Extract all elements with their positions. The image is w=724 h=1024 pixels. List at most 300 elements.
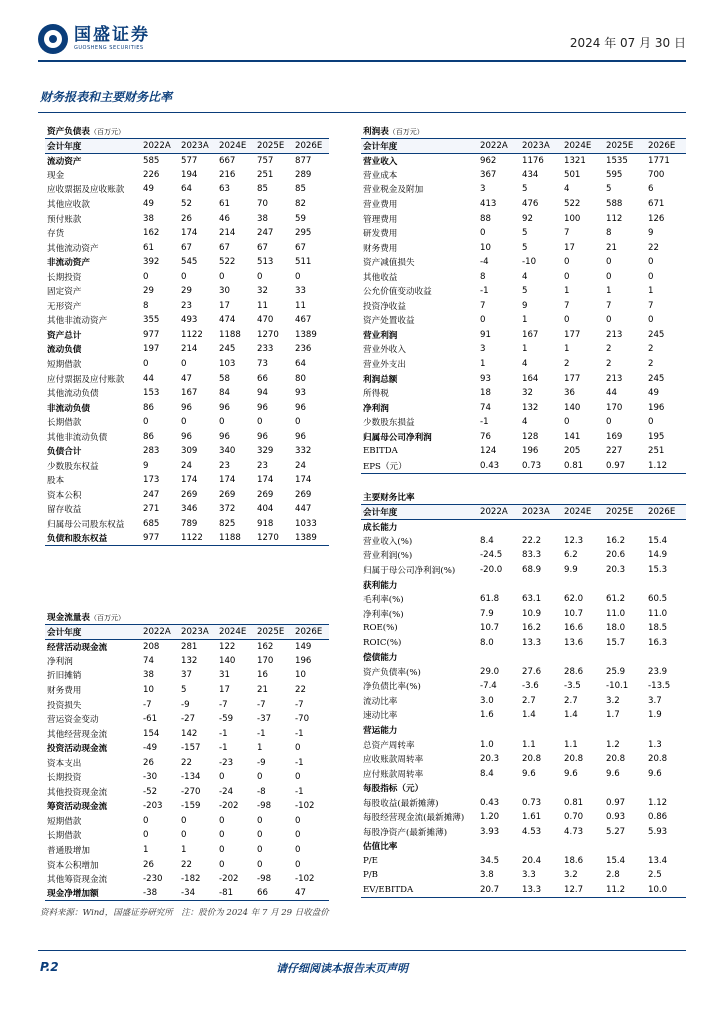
table-cell: 83.3 xyxy=(522,550,542,561)
row-label: 其他流动资产 xyxy=(47,243,99,254)
table-cell: 1.12 xyxy=(648,797,668,808)
table-cell: -1 xyxy=(295,757,304,768)
table-cell: 1.6 xyxy=(480,710,494,721)
income-header-row xyxy=(361,139,686,154)
table-cell: 0 xyxy=(257,859,263,870)
table-cell: 0 xyxy=(181,417,187,428)
table-cell: 13.6 xyxy=(564,637,584,648)
table-cell xyxy=(518,650,560,665)
table-cell: -102 xyxy=(295,874,315,885)
table-cell: -38 xyxy=(139,886,177,901)
table-cell: 8.4 xyxy=(480,768,494,779)
table-row xyxy=(361,810,686,825)
table-cell: 10.7 xyxy=(480,623,500,634)
row-label: 财务费用 xyxy=(47,686,82,696)
table-row xyxy=(45,269,329,284)
table-row xyxy=(361,357,686,372)
table-cell: -30 xyxy=(143,772,158,783)
table-cell: -27 xyxy=(181,714,196,725)
table-cell xyxy=(602,839,644,854)
table-cell: 5 xyxy=(181,685,187,695)
section-title: 财务报表和主要财务比率 xyxy=(40,90,173,104)
table-cell: 44 xyxy=(143,373,154,384)
row-label: EV/EBITDA xyxy=(361,883,476,898)
table-cell xyxy=(602,577,644,592)
table-cell: 2 xyxy=(606,359,612,370)
row-label: 预付账款 xyxy=(47,214,82,225)
table-cell: 0 xyxy=(295,859,301,870)
column-header: 会计年度 xyxy=(361,505,476,520)
table-cell: 0 xyxy=(480,315,486,326)
row-label: 估值比率 xyxy=(363,842,398,853)
table-row xyxy=(45,182,329,197)
cashflow-title-cell xyxy=(45,610,329,625)
table-cell: -202 xyxy=(219,801,239,812)
table-cell: 0 xyxy=(143,271,149,282)
table-cell: 1321 xyxy=(564,155,586,166)
table-cell: 0 xyxy=(295,743,301,754)
table-cell: 8.4 xyxy=(480,535,494,546)
table-row xyxy=(45,654,329,669)
cash-flow-table xyxy=(45,610,329,901)
table-cell: 22 xyxy=(295,685,306,695)
table-cell: 0 xyxy=(295,772,301,783)
table-cell: 0.93 xyxy=(606,812,626,823)
row-label: 其他投资现金流 xyxy=(47,787,108,798)
table-cell: -98 xyxy=(257,801,272,812)
table-cell: 9.6 xyxy=(564,768,578,779)
table-cell: 16.2 xyxy=(522,623,542,634)
income-statement-table xyxy=(361,124,686,474)
table-cell: 67 xyxy=(219,242,230,253)
row-label: 营运资金变动 xyxy=(47,715,99,726)
table-cell: 0 xyxy=(219,417,225,428)
table-cell: 47 xyxy=(181,373,192,384)
row-label: 非流动资产 xyxy=(47,258,90,269)
table-cell: -1 xyxy=(257,728,266,739)
table-cell: 63 xyxy=(219,184,230,195)
table-cell: 0 xyxy=(181,815,187,826)
table-cell: 4 xyxy=(522,359,528,370)
table-cell: 22 xyxy=(648,242,659,253)
table-cell: 0 xyxy=(257,830,263,841)
table-cell: -52 xyxy=(143,786,158,797)
table-cell: 245 xyxy=(648,329,665,340)
income-title: 利润表 xyxy=(363,127,389,138)
table-cell: 22 xyxy=(181,859,192,870)
table-cell: 44 xyxy=(606,388,617,399)
table-cell: 1122 xyxy=(181,329,203,340)
column-header: 2023A xyxy=(177,139,215,154)
table-cell: 18.6 xyxy=(564,855,584,866)
row-label: 现金净增加额 xyxy=(45,886,139,901)
row-label: 获利能力 xyxy=(363,580,398,591)
table-cell: 13.4 xyxy=(648,855,668,866)
table-cell: 213 xyxy=(606,373,623,384)
table-cell: -81 xyxy=(215,886,253,901)
table-cell: 0.73 xyxy=(522,797,542,808)
table-row xyxy=(45,284,329,299)
row-label: 管理费用 xyxy=(363,214,398,225)
row-label: 应付票据及应付账款 xyxy=(47,374,125,385)
row-label: 利润总额 xyxy=(363,374,398,385)
row-label: 成长能力 xyxy=(363,522,398,533)
table-cell: 88 xyxy=(480,213,491,224)
table-cell xyxy=(644,723,686,738)
table-row xyxy=(361,211,686,226)
table-row xyxy=(45,770,329,785)
row-label: 营业外支出 xyxy=(363,360,406,371)
column-header: 2025E xyxy=(253,139,291,154)
table-row xyxy=(361,665,686,680)
table-cell xyxy=(518,577,560,592)
table-cell: 24 xyxy=(295,460,306,471)
table-cell: 295 xyxy=(295,228,312,239)
table-cell: 140 xyxy=(219,655,236,666)
table-cell: 977 xyxy=(139,531,177,546)
table-cell: 1 xyxy=(181,845,187,856)
table-row xyxy=(361,766,686,781)
table-cell: 0 xyxy=(295,815,301,826)
table-cell xyxy=(602,781,644,796)
table-cell xyxy=(602,650,644,665)
table-cell: -13.5 xyxy=(648,681,671,692)
table-cell: 92 xyxy=(522,213,533,224)
company-logo xyxy=(38,22,150,56)
table-row xyxy=(361,153,686,168)
table-cell: 213 xyxy=(606,329,623,340)
table-cell: 10 xyxy=(143,685,154,695)
table-cell xyxy=(644,839,686,854)
row-label: 偿债能力 xyxy=(363,653,398,664)
table-cell: 13.3 xyxy=(518,883,560,898)
table-cell: 7 xyxy=(606,300,612,311)
table-cell: 162 xyxy=(257,641,274,652)
table-cell: 0 xyxy=(219,772,225,783)
row-label: 其他收益 xyxy=(363,272,398,283)
row-label: 归属母公司净利润 xyxy=(363,432,432,443)
row-label: 资本公积 xyxy=(47,490,82,501)
table-row xyxy=(361,694,686,709)
table-cell: 355 xyxy=(143,315,160,326)
table-cell: 4.53 xyxy=(522,826,542,837)
table-cell: 0.73 xyxy=(518,459,560,474)
table-cell: 11.0 xyxy=(606,608,626,619)
row-label: 少数股东损益 xyxy=(363,418,415,429)
table-cell: 2.8 xyxy=(606,870,620,881)
table-row xyxy=(45,313,329,328)
row-label: 应付账款周转率 xyxy=(363,769,424,780)
row-label: 固定资产 xyxy=(47,287,82,298)
table-cell: 12.3 xyxy=(564,535,584,546)
table-cell: 64 xyxy=(181,184,192,195)
table-cell: 0 xyxy=(606,417,612,428)
ratios-header-row xyxy=(361,505,686,520)
table-row xyxy=(361,839,686,854)
table-cell: 70 xyxy=(257,199,268,209)
table-row xyxy=(361,752,686,767)
table-cell: 170 xyxy=(257,655,274,666)
table-cell: 10 xyxy=(295,670,306,681)
row-label: 资产减值损失 xyxy=(363,258,415,269)
table-cell: 11 xyxy=(295,300,306,311)
table-cell: 0 xyxy=(648,417,654,428)
table-cell: 0 xyxy=(648,257,654,268)
table-cell: 0 xyxy=(606,315,612,326)
table-cell: -7 xyxy=(257,699,266,710)
row-label: 筹资活动现金流 xyxy=(47,802,108,813)
table-cell: 5.27 xyxy=(606,826,626,837)
table-cell: 164 xyxy=(522,373,539,384)
table-cell: 7 xyxy=(564,300,570,311)
table-cell: 16 xyxy=(257,670,268,681)
table-cell: 474 xyxy=(219,315,236,326)
table-row xyxy=(45,197,329,212)
table-cell: -270 xyxy=(181,786,201,797)
row-label: 经营活动现金流 xyxy=(47,642,108,653)
table-cell: 23 xyxy=(219,460,230,471)
row-label: 每股指标（元） xyxy=(363,784,424,795)
row-label: 净负债比率(%) xyxy=(363,682,421,693)
table-cell: 32 xyxy=(257,286,268,297)
table-cell: 511 xyxy=(295,257,312,268)
table-cell: 0 xyxy=(564,271,570,282)
table-cell: 0.70 xyxy=(564,812,584,823)
column-header: 2025E xyxy=(602,139,644,154)
table-cell: 128 xyxy=(522,431,539,442)
row-label: 资产处置收益 xyxy=(363,316,415,327)
row-label: 所得税 xyxy=(363,389,389,400)
table-cell: 3.2 xyxy=(564,870,578,881)
table-cell: -98 xyxy=(257,874,272,885)
table-cell: 0 xyxy=(219,815,225,826)
column-header: 2026E xyxy=(291,625,329,640)
table-row xyxy=(45,872,329,887)
row-label: 投资净收益 xyxy=(363,301,406,312)
table-cell: 5 xyxy=(522,184,528,195)
table-cell: 346 xyxy=(181,504,198,515)
row-label: 现金 xyxy=(47,170,65,181)
table-cell: 0 xyxy=(295,417,301,428)
table-cell: 0 xyxy=(564,315,570,326)
table-cell: 1.4 xyxy=(564,710,578,721)
table-cell: 0 xyxy=(257,815,263,826)
table-cell: 233 xyxy=(257,344,274,355)
row-label: 公允价值变动收益 xyxy=(363,287,432,298)
table-cell: 38 xyxy=(143,213,154,224)
row-label: 每股净资产(最新摊薄) xyxy=(363,827,448,838)
table-cell: 1.2 xyxy=(606,739,620,750)
table-row xyxy=(45,741,329,756)
table-cell: -37 xyxy=(257,714,272,725)
table-cell: -1 xyxy=(295,728,304,739)
table-cell: 96 xyxy=(295,431,306,442)
table-cell: 757 xyxy=(257,155,274,166)
table-row xyxy=(45,386,329,401)
table-cell xyxy=(476,650,518,665)
table-row xyxy=(45,857,329,872)
table-cell: 5 xyxy=(522,242,528,253)
table-row xyxy=(361,328,686,343)
table-row xyxy=(361,429,686,444)
table-cell: 68.9 xyxy=(522,565,542,575)
column-header: 2023A xyxy=(177,625,215,640)
table-cell: 0 xyxy=(143,830,149,841)
table-row xyxy=(45,799,329,814)
table-cell xyxy=(476,577,518,592)
column-header: 会计年度 xyxy=(361,139,476,154)
row-label: 净利润 xyxy=(47,656,73,667)
table-cell: 4.73 xyxy=(564,826,584,837)
table-row xyxy=(361,519,686,534)
column-header: 会计年度 xyxy=(45,139,139,154)
row-label: 净利率(%) xyxy=(363,609,404,620)
row-label: 投资损失 xyxy=(47,700,82,711)
row-label: P/E xyxy=(363,855,378,866)
table-cell: 64 xyxy=(295,359,306,370)
column-header: 2022A xyxy=(476,139,518,154)
table-cell: 9.6 xyxy=(606,768,620,779)
table-row xyxy=(361,548,686,563)
table-cell: 0 xyxy=(219,271,225,282)
table-cell: 20.3 xyxy=(480,754,500,765)
cashflow-title-row xyxy=(45,610,329,625)
table-cell: 60.5 xyxy=(648,594,668,605)
table-cell: 194 xyxy=(181,169,198,180)
column-header: 2024E xyxy=(560,505,602,520)
table-cell: 86 xyxy=(143,402,154,413)
table-cell: 124 xyxy=(480,446,497,457)
table-cell: 31 xyxy=(219,670,230,681)
table-cell: 271 xyxy=(143,504,160,515)
row-label: 折旧摊销 xyxy=(47,671,82,682)
table-cell: 13.3 xyxy=(522,637,542,648)
disclaimer-note: 请仔细阅读本报告末页声明 xyxy=(276,962,408,975)
row-label: 毛利率(%) xyxy=(363,595,404,606)
row-label: P/B xyxy=(363,870,378,881)
column-header: 2025E xyxy=(602,505,644,520)
table-row xyxy=(361,650,686,665)
table-row xyxy=(361,415,686,430)
source-footnote: 资料来源：Wind，国盛证券研究所 注：股价为 2024 年 7 月 29 日收盘价 xyxy=(40,908,329,918)
balance-title-cell xyxy=(45,124,329,139)
table-cell: 96 xyxy=(257,431,268,442)
footer-divider xyxy=(38,950,686,951)
balance-sheet-table xyxy=(45,124,329,546)
table-row xyxy=(45,517,329,532)
table-row xyxy=(45,473,329,488)
table-cell: 9.6 xyxy=(648,768,662,779)
column-header: 2024E xyxy=(215,139,253,154)
table-cell: 0 xyxy=(480,228,486,239)
table-cell xyxy=(560,650,602,665)
row-label: 其他经营现金流 xyxy=(47,729,108,740)
table-cell: 73 xyxy=(257,359,268,370)
table-cell: 470 xyxy=(257,315,274,326)
table-cell: -24.5 xyxy=(480,550,503,561)
table-row xyxy=(361,883,686,898)
table-cell: 96 xyxy=(219,402,230,413)
table-cell: 404 xyxy=(257,504,274,515)
table-cell: 8 xyxy=(480,271,486,282)
table-cell: 2 xyxy=(564,359,570,370)
table-cell: 103 xyxy=(219,359,236,370)
table-cell: 0 xyxy=(219,830,225,841)
table-cell: 962 xyxy=(480,155,497,166)
report-date: 2024 年 07 月 30 日 xyxy=(569,36,686,50)
table-cell: 11 xyxy=(257,300,268,311)
column-header: 2024E xyxy=(560,139,602,154)
income-title-cell xyxy=(361,124,686,139)
table-cell: 0 xyxy=(257,271,263,282)
row-label: 每股经营现金流(最新摊薄) xyxy=(363,813,465,824)
table-cell: 1270 xyxy=(257,329,279,340)
table-cell: 167 xyxy=(522,329,539,340)
table-cell: 329 xyxy=(257,446,274,457)
table-cell: 9 xyxy=(143,460,149,471)
table-cell: 9.6 xyxy=(522,768,536,779)
table-cell: -7.4 xyxy=(480,681,497,692)
table-row xyxy=(361,299,686,314)
table-cell: 0.97 xyxy=(606,797,626,808)
table-cell: 10.7 xyxy=(564,608,584,619)
table-cell: 96 xyxy=(257,402,268,413)
table-cell: 25.9 xyxy=(606,666,626,677)
table-row xyxy=(45,886,329,901)
table-cell: 141 xyxy=(564,431,581,442)
table-cell: 80 xyxy=(295,373,306,384)
table-cell: 0 xyxy=(606,271,612,282)
table-cell: 1.61 xyxy=(522,812,542,823)
row-label: 少数股东权益 xyxy=(47,461,99,472)
row-label: 每股收益(最新摊薄) xyxy=(363,798,439,809)
table-cell: 1270 xyxy=(253,531,291,546)
row-label: EPS（元） xyxy=(361,459,476,474)
table-cell: 671 xyxy=(648,199,665,209)
table-cell: 269 xyxy=(295,489,312,500)
table-cell: 9 xyxy=(522,300,528,311)
table-cell: 67 xyxy=(295,242,306,253)
row-label: 存货 xyxy=(47,229,65,240)
table-cell: 34.5 xyxy=(480,855,500,866)
table-cell: 1033 xyxy=(295,519,317,530)
column-header: 2025E xyxy=(253,625,291,640)
table-cell: 513 xyxy=(257,257,274,268)
table-cell: 15.3 xyxy=(648,565,668,575)
table-cell: 467 xyxy=(295,315,312,326)
table-cell: -182 xyxy=(181,874,201,885)
table-cell: 8.0 xyxy=(480,637,494,648)
table-cell: 1188 xyxy=(219,329,241,340)
table-cell: 59 xyxy=(295,213,306,224)
header-divider xyxy=(38,60,686,62)
table-cell: 1535 xyxy=(606,155,628,166)
row-label: 资产总计 xyxy=(47,330,82,341)
table-cell: -7 xyxy=(295,699,304,710)
table-cell: -3.5 xyxy=(564,681,581,692)
table-row xyxy=(45,400,329,415)
table-cell: -157 xyxy=(181,743,201,754)
table-cell xyxy=(476,781,518,796)
table-row xyxy=(45,726,329,741)
table-row xyxy=(45,211,329,226)
table-cell: 501 xyxy=(564,169,581,180)
table-cell: 236 xyxy=(295,344,312,355)
table-row xyxy=(361,563,686,578)
row-label: 营业外收入 xyxy=(363,345,406,356)
table-cell: 1 xyxy=(606,286,612,297)
table-cell xyxy=(644,519,686,534)
